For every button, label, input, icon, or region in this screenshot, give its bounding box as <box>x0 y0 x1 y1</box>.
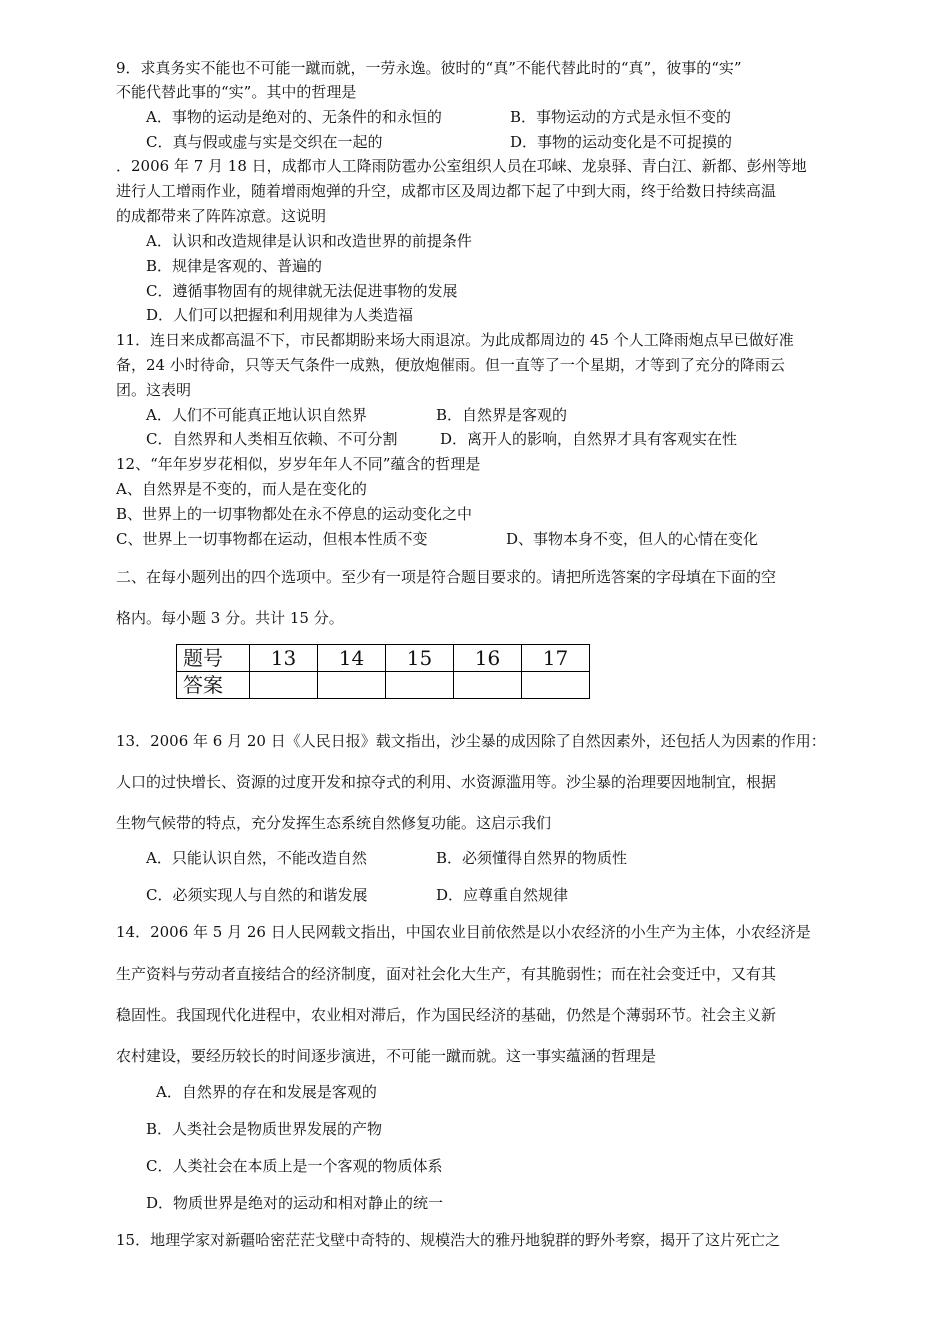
q10-stem-line-2: 进行人工增雨作业，随着增雨炮弹的升空，成都市区及周边都下起了中到大雨，终于给数日持续高温 <box>116 182 777 200</box>
answer-table-number: 15 <box>386 645 454 672</box>
answer-cell-16[interactable] <box>454 672 522 699</box>
q12-stem: 12、“年年岁岁花相似，岁岁年年人不同”蕴含的哲理是 <box>116 455 481 473</box>
q9-stem-line-2: 不能代替此事的“实”。其中的哲理是 <box>116 83 357 101</box>
q13-stem-line-2: 人口的过快增长、资源的过度开发和掠夺式的利用、水资源滥用等。沙尘暴的治理要因地制宜，根据 <box>116 773 777 791</box>
q12-option-a: A、自然界是不变的，而人是在变化的 <box>116 480 367 498</box>
q9-option-c: C．真与假或虚与实是交织在一起的 <box>146 133 383 151</box>
q11-stem-line-2: 备，24 小时待命，只等天气条件一成熟，便放炮催雨。但一直等了一个星期，才等到了充分的降雨云 <box>116 356 785 374</box>
q9-option-d: D．事物的运动变化是不可捉摸的 <box>510 133 733 151</box>
answer-table-row-label: 答案 <box>177 672 250 699</box>
answer-table-number: 14 <box>318 645 386 672</box>
answer-table-row-label: 题号 <box>177 645 250 672</box>
q14-stem-line-1: 14．2006 年 5 月 26 日人民网载文指出，中国农业目前依然是以小农经济的小生产为主体，小农经济是 <box>116 923 811 941</box>
q12-option-c: C、世界上一切事物都在运动，但根本性质不变 <box>116 530 428 548</box>
q9-stem-line-1: 9．求真务实不能也不可能一蹴而就，一劳永逸。彼时的“真”不能代替此时的“真”，彼事的“实” <box>116 59 742 77</box>
q14-option-c: C．人类社会在本质上是一个客观的物质体系 <box>146 1157 443 1175</box>
q13-option-d: D．应尊重自然规律 <box>436 886 569 904</box>
q11-option-d: D．离开人的影响，自然界才具有客观实在性 <box>440 430 738 448</box>
q13-option-b: B．必须懂得自然界的物质性 <box>436 849 628 867</box>
q14-stem-line-2: 生产资料与劳动者直接结合的经济制度，面对社会化大生产，有其脆弱性；而在社会变迁中，又有其 <box>116 965 777 983</box>
q15-stem-line-1: 15．地理学家对新疆哈密茫茫戈壁中奇特的、规模浩大的雅丹地貌群的野外考察，揭开了这片死亡之 <box>116 1231 781 1249</box>
answer-table-number-row <box>177 645 590 672</box>
q10-option-c: C．遵循事物固有的规律就无法促进事物的发展 <box>146 282 458 300</box>
q11-stem-line-1: 11．连日来成都高温不下，市民都期盼来场大雨退凉。为此成都周边的 45 个人工降雨炮点早已做好准 <box>116 331 794 349</box>
q10-option-b: B．规律是客观的、普遍的 <box>146 257 323 275</box>
answer-table-number: 16 <box>454 645 522 672</box>
q11-option-b: B．自然界是客观的 <box>436 406 568 424</box>
q9-option-b: B．事物运动的方式是永恒不变的 <box>510 108 732 126</box>
answer-cell-17[interactable] <box>522 672 590 699</box>
answer-table-number: 17 <box>522 645 590 672</box>
q10-stem-line-3: 的成都带来了阵阵凉意。这说明 <box>116 207 327 225</box>
q12-option-d: D、事物本身不变，但人的心情在变化 <box>506 530 759 548</box>
q13-option-c: C．必须实现人与自然的和谐发展 <box>146 886 368 904</box>
q14-option-d: D．物质世界是绝对的运动和相对静止的统一 <box>146 1194 444 1212</box>
q14-stem-line-3: 稳固性。我国现代化进程中，农业相对滞后，作为国民经济的基础，仍然是个薄弱环节。社会主义新 <box>116 1006 777 1024</box>
answer-table <box>176 644 590 699</box>
q10-stem-line-1: ．2006 年 7 月 18 日，成都市人工降雨防雹办公室组织人员在邛崃、龙泉驿、青白江、新都、彭州等地 <box>116 157 807 175</box>
q11-option-c: C．自然界和人类相互依赖、不可分割 <box>146 430 398 448</box>
answer-table-number: 13 <box>250 645 318 672</box>
answer-cell-14[interactable] <box>318 672 386 699</box>
q11-option-a: A．人们不可能真正地认识自然界 <box>146 406 367 424</box>
q14-stem-line-4: 农村建设，要经历较长的时间逐步演进，不可能一蹴而就。这一事实蕴涵的哲理是 <box>116 1047 657 1065</box>
answer-cell-15[interactable] <box>386 672 454 699</box>
section2-instruction-line-2: 格内。每小题 3 分。共计 15 分。 <box>116 609 344 627</box>
q14-option-a: A．自然界的存在和发展是客观的 <box>156 1083 377 1101</box>
q12-option-b: B、世界上的一切事物都处在永不停息的运动变化之中 <box>116 505 473 523</box>
q9-option-a: A．事物的运动是绝对的、无条件的和永恒的 <box>146 108 442 126</box>
q13-stem-line-1: 13．2006 年 6 月 20 日《人民日报》载文指出，沙尘暴的成因除了自然因素外，还包括人为因素的作用： <box>116 732 826 750</box>
q14-option-b: B．人类社会是物质世界发展的产物 <box>146 1120 383 1138</box>
section2-instruction-line-1: 二、在每小题列出的四个选项中。至少有一项是符合题目要求的。请把所选答案的字母填在下面的空 <box>116 568 777 586</box>
q10-option-a: A．认识和改造规律是认识和改造世界的前提条件 <box>146 232 472 250</box>
q13-option-a: A．只能认识自然，不能改造自然 <box>146 849 367 867</box>
q11-stem-line-3: 团。这表明 <box>116 381 192 399</box>
q13-stem-line-3: 生物气候带的特点，充分发挥生态系统自然修复功能。这启示我们 <box>116 814 552 832</box>
answer-cell-13[interactable] <box>250 672 318 699</box>
answer-table-answer-row <box>177 672 590 699</box>
q10-option-d: D．人们可以把握和利用规律为人类造福 <box>146 306 414 324</box>
